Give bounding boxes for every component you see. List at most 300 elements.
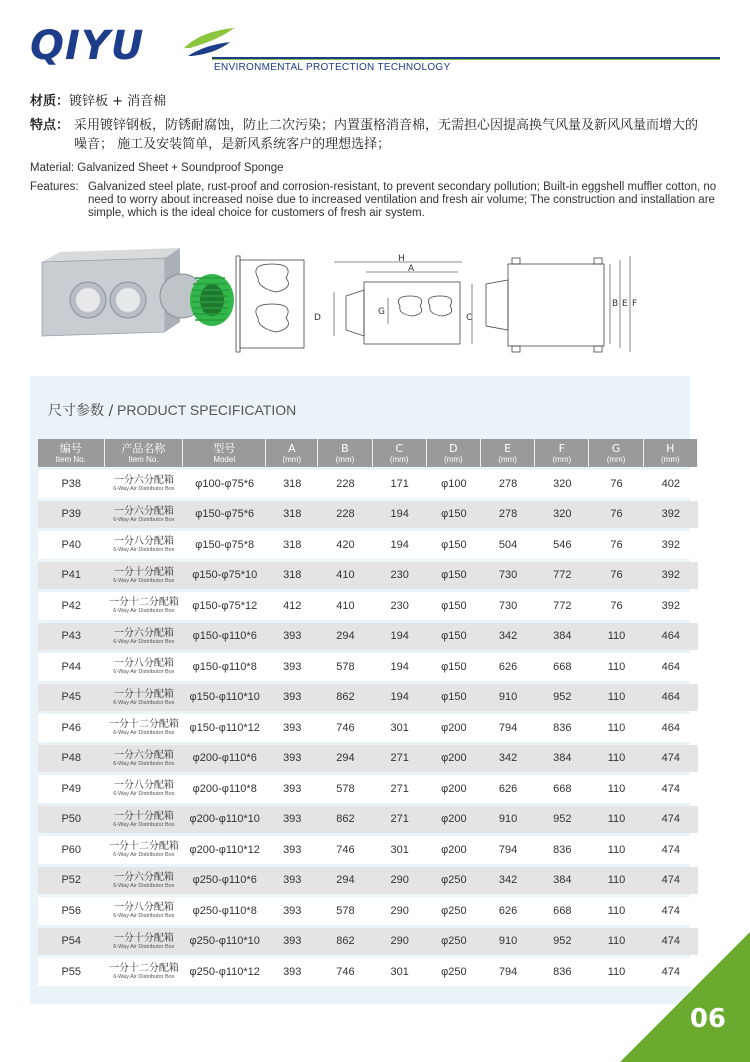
spec-cell-a: 393 (266, 867, 318, 895)
spec-header-sublabel: (mm) (282, 454, 302, 464)
product-name-cell (105, 501, 184, 529)
product-name-en: 6-Way Air Distributor Box (113, 608, 175, 615)
spec-cell-h: 392 (644, 562, 698, 590)
product-name-cell (105, 775, 184, 803)
product-name-cn: 一分六分配箱 (113, 505, 174, 517)
table-row (38, 714, 698, 742)
product-name-cn: 一分八分配箱 (113, 780, 174, 792)
product-diagrams (30, 244, 720, 359)
product-name-en: 6-Way Air Distributor Box (113, 730, 175, 737)
product-name-cn: 一分十分配箱 (113, 566, 174, 578)
spec-cell-d: φ200 (427, 775, 481, 803)
spec-cell-model: φ100-φ75*6 (183, 470, 266, 498)
spec-cell-g: 76 (589, 470, 643, 498)
dim-label-b: B (612, 299, 619, 309)
spec-header-cell (644, 439, 698, 467)
spec-cell-a: 393 (266, 775, 318, 803)
spec-header-sublabel: (mm) (444, 454, 463, 464)
spec-cell-a: 393 (266, 836, 318, 864)
spec-cell-no: P44 (38, 653, 105, 681)
product-name-cn: 一分十二分配箱 (108, 597, 179, 609)
spec-cell-f: 836 (535, 958, 589, 986)
product-name-en: 6-Way Air Distributor Box (113, 821, 175, 828)
table-row (38, 867, 698, 895)
spec-cell-c: 230 (373, 592, 427, 620)
spec-cell-c: 271 (373, 806, 427, 834)
spec-title-cn: 尺寸参数 / (48, 403, 114, 419)
product-name-en: 6-Way Air Distributor Box (113, 913, 175, 920)
product-name-cn: 一分八分配箱 (113, 536, 174, 548)
features-text-cn: 采用镀锌钢板，防锈耐腐蚀，防止二次污染；内置蛋格消音棉，无需担心因提高换气风量及新风风量而增大的噪音； 施工及安装简单，是新风系统客户的理想选择； (74, 118, 699, 152)
spec-cell-model: φ150-φ110*6 (183, 623, 266, 651)
spec-cell-a: 318 (266, 501, 318, 529)
spec-header-label: A (287, 441, 296, 455)
product-name-cell (105, 684, 184, 712)
product-name-cell (105, 592, 184, 620)
spec-header-sublabel: (mm) (498, 454, 517, 464)
spec-cell-c: 290 (373, 928, 427, 956)
spec-cell-b: 578 (318, 897, 372, 925)
table-row (38, 684, 698, 712)
spec-cell-no: P39 (38, 501, 105, 529)
spec-header-sublabel: (mm) (606, 454, 626, 464)
spec-cell-c: 301 (373, 714, 427, 742)
spec-header-label: G (611, 441, 621, 455)
spec-header-cell (481, 439, 535, 467)
spec-cell-b: 862 (318, 928, 372, 956)
spec-cell-model: φ150-φ75*6 (183, 501, 266, 529)
spec-cell-h: 474 (644, 897, 698, 925)
spec-header-label: D (449, 441, 458, 455)
spec-cell-f: 952 (535, 684, 589, 712)
product-name-en: 6-Way Air Distributor Box (113, 577, 175, 584)
brand-name: QIYU (30, 23, 145, 69)
spec-cell-b: 578 (318, 775, 372, 803)
spec-cell-c: 194 (373, 623, 427, 651)
product-name-en: 6-Way Air Distributor Box (113, 699, 175, 706)
spec-cell-h: 464 (644, 623, 698, 651)
product-name-cn: 一分六分配箱 (113, 871, 174, 883)
spec-cell-c: 271 (373, 775, 427, 803)
spec-cell-g: 110 (589, 623, 643, 651)
side-view-drawing (486, 256, 630, 352)
spec-cell-model: φ250-φ110*10 (183, 928, 266, 956)
spec-cell-d: φ200 (427, 806, 481, 834)
dim-label-h: H (398, 254, 405, 264)
page-corner (620, 932, 750, 1062)
spec-cell-no: P43 (38, 623, 105, 651)
product-name-cn: 一分十分配箱 (113, 932, 174, 944)
spec-cell-b: 746 (318, 714, 372, 742)
spec-header-label: F (558, 441, 565, 455)
product-name-cn: 一分八分配箱 (113, 902, 174, 914)
spec-header-sublabel: Model (213, 454, 236, 464)
brand-tagline: ENVIRONMENTAL PROTECTION TECHNOLOGY (214, 62, 451, 73)
spec-header-label: 产品名称 (121, 441, 166, 455)
spec-cell-g: 110 (589, 897, 643, 925)
table-row (38, 897, 698, 925)
spec-cell-h: 474 (644, 745, 698, 773)
dim-label-c: C (466, 313, 473, 323)
spec-cell-g: 110 (589, 806, 643, 834)
spec-cell-h: 474 (644, 867, 698, 895)
spec-cell-d: φ150 (427, 684, 481, 712)
spec-cell-no: P48 (38, 745, 105, 773)
table-row (38, 806, 698, 834)
dim-label-f: F (632, 299, 638, 309)
spec-cell-b: 228 (318, 470, 372, 498)
spec-header-cell (38, 439, 105, 467)
spec-cell-g: 110 (589, 928, 643, 956)
spec-cell-f: 952 (535, 806, 589, 834)
product-name-en: 6-Way Air Distributor Box (113, 516, 175, 523)
table-row (38, 958, 698, 986)
product-name-en: 6-Way Air Distributor Box (113, 669, 175, 676)
spec-cell-d: φ250 (427, 897, 481, 925)
spec-cell-g: 110 (589, 836, 643, 864)
spec-cell-d: φ250 (427, 867, 481, 895)
spec-cell-no: P45 (38, 684, 105, 712)
spec-cell-a: 393 (266, 897, 318, 925)
spec-cell-d: φ150 (427, 501, 481, 529)
product-name-cn: 一分十分配箱 (113, 688, 174, 700)
product-name-cn: 一分六分配箱 (113, 749, 174, 761)
spec-cell-c: 271 (373, 745, 427, 773)
spec-cell-model: φ150-φ75*12 (183, 592, 266, 620)
spec-cell-f: 546 (535, 531, 589, 559)
spec-panel (30, 376, 690, 1004)
product-name-cell (105, 531, 184, 559)
spec-cell-a: 393 (266, 684, 318, 712)
spec-cell-c: 301 (373, 836, 427, 864)
product-name-cell (105, 562, 184, 590)
spec-cell-d: φ150 (427, 653, 481, 681)
spec-cell-h: 474 (644, 806, 698, 834)
spec-cell-a: 393 (266, 958, 318, 986)
spec-header-sublabel: Item No. (128, 454, 159, 464)
spec-header-label: H (666, 441, 675, 455)
spec-cell-g: 110 (589, 684, 643, 712)
product-name-cell (105, 897, 184, 925)
product-name-cell (105, 836, 184, 864)
spec-cell-model: φ200-φ110*12 (183, 836, 266, 864)
spec-cell-h: 464 (644, 684, 698, 712)
spec-cell-f: 668 (535, 775, 589, 803)
spec-header-cell (183, 439, 266, 467)
product-name-cn: 一分十二分配箱 (108, 963, 179, 975)
spec-title-en: PRODUCT SPECIFICATION (113, 402, 297, 418)
spec-cell-no: P52 (38, 867, 105, 895)
product-name-cn: 一分八分配箱 (113, 658, 174, 670)
spec-header-sublabel: (mm) (552, 454, 572, 464)
spec-cell-a: 318 (266, 531, 318, 559)
spec-cell-d: φ200 (427, 836, 481, 864)
spec-cell-f: 836 (535, 836, 589, 864)
product-name-en: 6-Way Air Distributor Box (113, 638, 175, 645)
spec-header-row (38, 439, 698, 467)
spec-cell-e: 794 (481, 714, 535, 742)
product-name-cn: 一分十分配箱 (113, 810, 174, 822)
spec-cell-f: 384 (535, 623, 589, 651)
spec-cell-b: 410 (318, 562, 372, 590)
spec-cell-model: φ150-φ110*8 (183, 653, 266, 681)
spec-cell-model: φ200-φ110*6 (183, 745, 266, 773)
product-name-cn: 一分六分配箱 (113, 475, 174, 487)
spec-cell-b: 746 (318, 836, 372, 864)
spec-cell-f: 772 (535, 592, 589, 620)
spec-header-label: C (395, 441, 403, 455)
spec-cell-g: 76 (589, 531, 643, 559)
spec-cell-b: 294 (318, 745, 372, 773)
spec-cell-g: 110 (589, 867, 643, 895)
page-number: 06 (689, 1004, 726, 1034)
features-label-cn: 特点： (30, 118, 70, 133)
spec-cell-g: 76 (589, 592, 643, 620)
product-name-en: 6-Way Air Distributor Box (113, 852, 175, 859)
spec-cell-model: φ150-φ75*8 (183, 531, 266, 559)
dim-label-d: D (314, 313, 321, 323)
spec-cell-f: 952 (535, 928, 589, 956)
spec-header-cell (105, 439, 184, 467)
spec-header-label: E (504, 441, 512, 455)
spec-cell-h: 474 (644, 775, 698, 803)
product-name-cell (105, 623, 184, 651)
spec-cell-h: 392 (644, 592, 698, 620)
spec-cell-c: 290 (373, 867, 427, 895)
spec-cell-e: 626 (481, 775, 535, 803)
spec-header-cell (318, 439, 372, 467)
spec-cell-b: 420 (318, 531, 372, 559)
spec-cell-c: 290 (373, 897, 427, 925)
spec-cell-b: 410 (318, 592, 372, 620)
spec-cell-f: 836 (535, 714, 589, 742)
spec-cell-g: 110 (589, 653, 643, 681)
spec-cell-no: P38 (38, 470, 105, 498)
product-name-en: 6-Way Air Distributor Box (113, 943, 175, 950)
material-en: Material: Galvanized Sheet + Soundproof Sponge (30, 162, 284, 174)
product-name-cell (105, 653, 184, 681)
product-name-en: 6-Way Air Distributor Box (113, 760, 175, 767)
spec-header-cell (266, 439, 318, 467)
spec-cell-e: 730 (481, 592, 535, 620)
spec-cell-b: 228 (318, 501, 372, 529)
spec-cell-b: 746 (318, 958, 372, 986)
spec-header-cell (427, 439, 481, 467)
table-row (38, 836, 698, 864)
dim-label-g: G (378, 307, 385, 317)
spec-cell-e: 910 (481, 684, 535, 712)
spec-header-label: 编号 (59, 441, 82, 455)
spec-cell-a: 393 (266, 623, 318, 651)
spec-cell-f: 668 (535, 653, 589, 681)
spec-cell-g: 76 (589, 562, 643, 590)
product-name-cell (105, 714, 184, 742)
spec-cell-c: 194 (373, 531, 427, 559)
spec-cell-no: P55 (38, 958, 105, 986)
spec-header-label: B (341, 441, 349, 455)
top-view-drawing (334, 262, 472, 344)
product-name-en: 6-Way Air Distributor Box (113, 791, 175, 798)
spec-cell-h: 474 (644, 928, 698, 956)
spec-cell-g: 110 (589, 745, 643, 773)
table-row (38, 470, 698, 498)
spec-cell-model: φ250-φ110*6 (183, 867, 266, 895)
spec-cell-c: 194 (373, 653, 427, 681)
spec-cell-e: 794 (481, 836, 535, 864)
spec-cell-f: 384 (535, 745, 589, 773)
spec-cell-e: 626 (481, 897, 535, 925)
spec-cell-model: φ250-φ110*12 (183, 958, 266, 986)
spec-cell-c: 230 (373, 562, 427, 590)
product-photo (42, 248, 234, 336)
spec-cell-d: φ150 (427, 531, 481, 559)
spec-header-sublabel: (mm) (389, 454, 409, 464)
table-row (38, 928, 698, 956)
spec-cell-b: 294 (318, 867, 372, 895)
spec-cell-c: 194 (373, 684, 427, 712)
spec-cell-h: 402 (644, 470, 698, 498)
table-row (38, 501, 698, 529)
product-name-cell (105, 867, 184, 895)
spec-cell-d: φ250 (427, 958, 481, 986)
spec-cell-no: P56 (38, 897, 105, 925)
table-row (38, 531, 698, 559)
table-row (38, 562, 698, 590)
spec-cell-g: 110 (589, 958, 643, 986)
spec-cell-f: 320 (535, 470, 589, 498)
product-name-cell (105, 745, 184, 773)
spec-header-sublabel: Item No. (55, 454, 86, 464)
spec-cell-e: 278 (481, 470, 535, 498)
features-label-en: Features: (30, 181, 79, 193)
table-row (38, 592, 698, 620)
product-name-en: 6-Way Air Distributor Box (113, 486, 175, 493)
spec-cell-g: 110 (589, 714, 643, 742)
spec-cell-a: 393 (266, 714, 318, 742)
features-text-en: Galvanized steel plate, rust-proof and corrosion-resistant, to prevent secondary pollution; Built-in eggshell muffler cotton, no need to worry about increased noise due to increased ventilation and fresh air volume; The construction and installation are simple, which is the ideal choice for customers of fresh air system. (88, 181, 717, 219)
product-name-cn: 一分十二分配箱 (108, 841, 179, 853)
spec-cell-model: φ150-φ75*10 (183, 562, 266, 590)
spec-cell-h: 392 (644, 501, 698, 529)
spec-cell-e: 342 (481, 623, 535, 651)
spec-cell-a: 412 (266, 592, 318, 620)
spec-cell-c: 301 (373, 958, 427, 986)
spec-cell-d: φ250 (427, 928, 481, 956)
spec-cell-e: 342 (481, 745, 535, 773)
spec-cell-a: 393 (266, 928, 318, 956)
spec-cell-h: 392 (644, 531, 698, 559)
spec-cell-no: P41 (38, 562, 105, 590)
spec-cell-a: 318 (266, 470, 318, 498)
spec-body (38, 470, 698, 986)
product-name-en: 6-Way Air Distributor Box (113, 974, 175, 981)
spec-cell-e: 278 (481, 501, 535, 529)
spec-cell-no: P46 (38, 714, 105, 742)
product-name-cn: 一分十二分配箱 (108, 719, 179, 731)
spec-cell-a: 393 (266, 653, 318, 681)
table-row (38, 775, 698, 803)
header-rule-accent (212, 59, 720, 60)
spec-cell-e: 730 (481, 562, 535, 590)
spec-cell-h: 474 (644, 836, 698, 864)
spec-cell-d: φ100 (427, 470, 481, 498)
spec-cell-h: 464 (644, 714, 698, 742)
spec-header-cell (373, 439, 427, 467)
leaf-swoosh-icon (180, 26, 236, 66)
material-label-cn: 材质： (30, 94, 70, 109)
spec-cell-d: φ150 (427, 562, 481, 590)
product-name-en: 6-Way Air Distributor Box (113, 547, 175, 554)
spec-cell-g: 110 (589, 775, 643, 803)
spec-cell-c: 194 (373, 501, 427, 529)
front-view-drawing (236, 256, 304, 352)
spec-cell-model: φ150-φ110*10 (183, 684, 266, 712)
table-row (38, 745, 698, 773)
spec-cell-f: 320 (535, 501, 589, 529)
spec-header-cell (589, 439, 643, 467)
product-name-cell (105, 928, 184, 956)
product-name-cell (105, 806, 184, 834)
dim-label-e: E (622, 299, 628, 309)
spec-cell-a: 393 (266, 806, 318, 834)
spec-cell-no: P42 (38, 592, 105, 620)
spec-title (48, 400, 296, 420)
spec-header-sublabel: (mm) (660, 454, 680, 464)
spec-cell-e: 504 (481, 531, 535, 559)
spec-cell-g: 76 (589, 501, 643, 529)
spec-cell-e: 794 (481, 958, 535, 986)
spec-cell-c: 171 (373, 470, 427, 498)
spec-cell-b: 862 (318, 806, 372, 834)
spec-cell-h: 474 (644, 958, 698, 986)
spec-cell-f: 384 (535, 867, 589, 895)
spec-cell-model: φ150-φ110*12 (183, 714, 266, 742)
product-name-en: 6-Way Air Distributor Box (113, 882, 175, 889)
product-name-cell (105, 958, 184, 986)
spec-cell-model: φ200-φ110*10 (183, 806, 266, 834)
spec-cell-no: P60 (38, 836, 105, 864)
spec-cell-a: 393 (266, 745, 318, 773)
features-cn (30, 116, 710, 154)
table-row (38, 653, 698, 681)
material-value-cn: 镀锌板 + 消音棉 (69, 94, 167, 109)
table-row (38, 623, 698, 651)
spec-cell-no: P50 (38, 806, 105, 834)
product-name-cell (105, 470, 184, 498)
features-en (30, 181, 720, 220)
brand-logo (30, 22, 208, 70)
spec-cell-b: 578 (318, 653, 372, 681)
spec-cell-no: P54 (38, 928, 105, 956)
spec-cell-no: P49 (38, 775, 105, 803)
spec-cell-e: 910 (481, 806, 535, 834)
spec-cell-d: φ150 (427, 592, 481, 620)
material-cn (30, 92, 166, 111)
spec-cell-model: φ250-φ110*8 (183, 897, 266, 925)
spec-cell-no: P40 (38, 531, 105, 559)
spec-cell-d: φ150 (427, 623, 481, 651)
product-name-cn: 一分六分配箱 (113, 627, 174, 639)
spec-header-cell (535, 439, 589, 467)
spec-cell-h: 464 (644, 653, 698, 681)
spec-cell-a: 318 (266, 562, 318, 590)
spec-cell-d: φ200 (427, 745, 481, 773)
spec-cell-f: 772 (535, 562, 589, 590)
spec-cell-b: 862 (318, 684, 372, 712)
spec-cell-b: 294 (318, 623, 372, 651)
spec-header-sublabel: (mm) (335, 454, 355, 464)
spec-cell-e: 626 (481, 653, 535, 681)
